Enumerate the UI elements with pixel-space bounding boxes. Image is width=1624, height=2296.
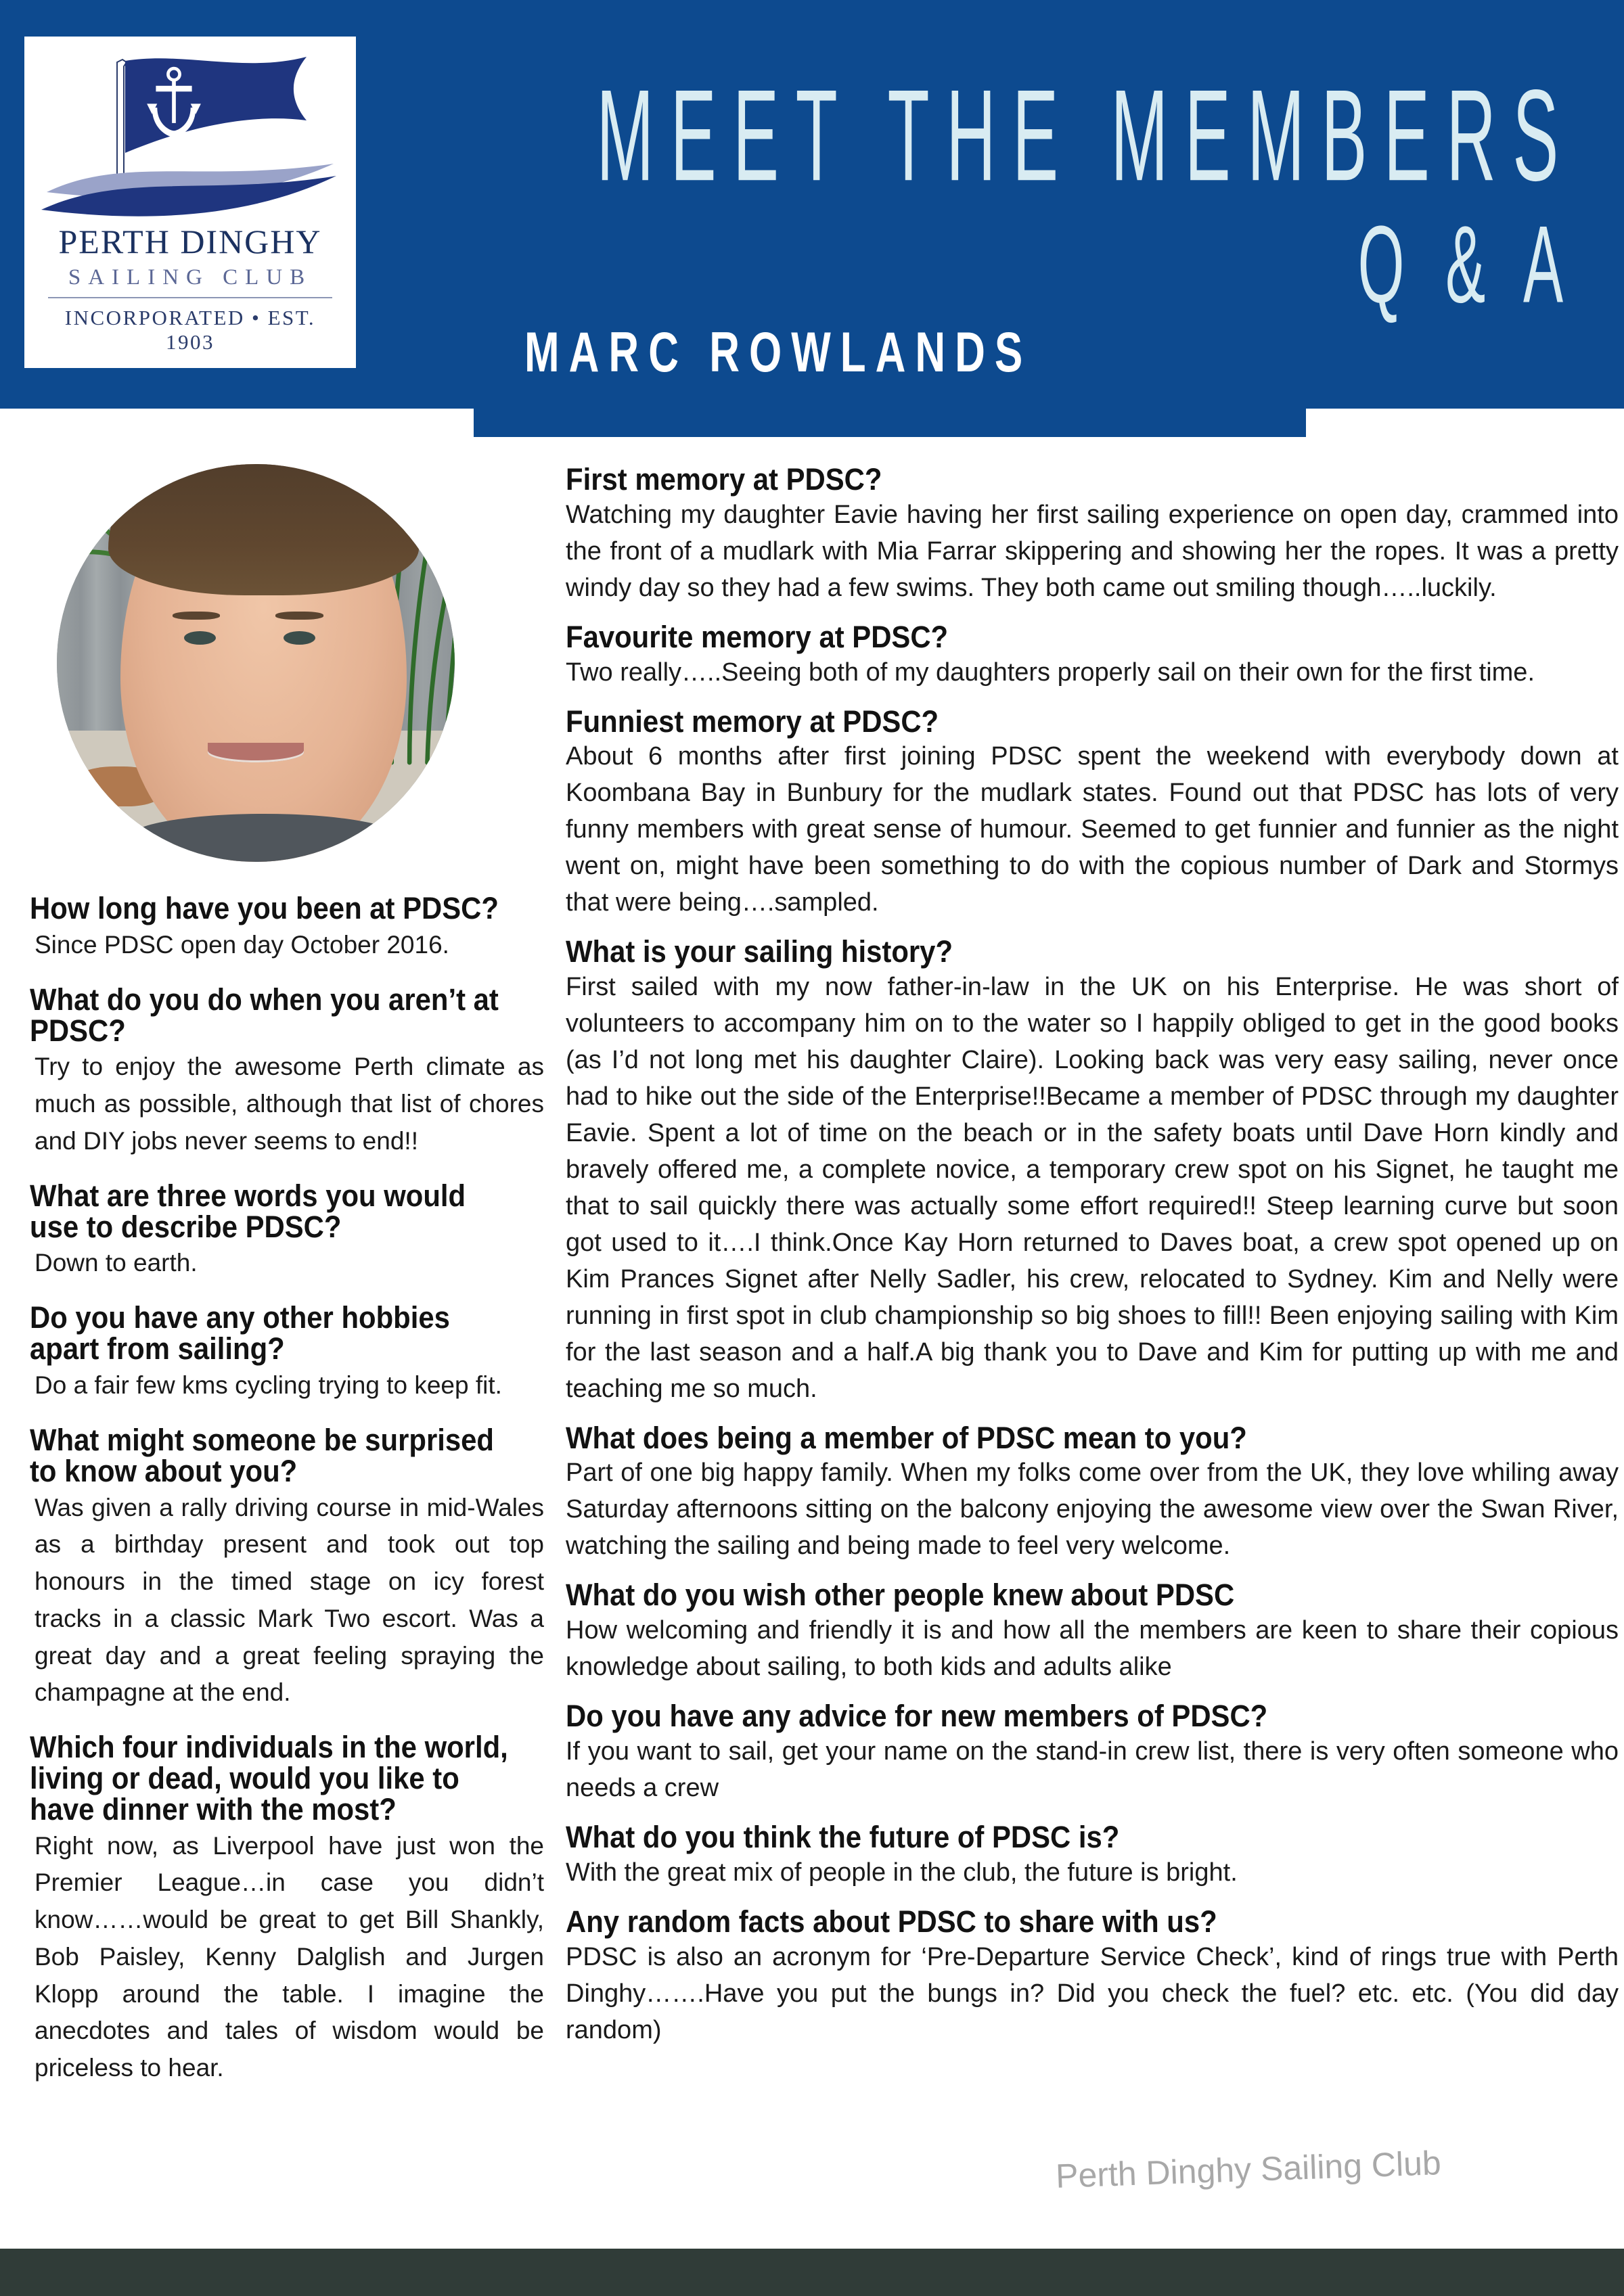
question-heading: What do you think the future of PDSC is? <box>566 1819 1120 1854</box>
answer-text: Two really…..Seeing both of my daughters properly sail on their own for the first time. <box>566 658 1535 687</box>
question-heading: How long have you been at PDSC? <box>30 891 499 925</box>
question-heading: First memory at PDSC? <box>566 462 882 497</box>
question-heading: What are three words you would use to describe PDSC? <box>30 1178 466 1244</box>
question-heading: What does being a member of PDSC mean to you? <box>566 1420 1247 1455</box>
answer-text: Was given a rally driving course in mid-Wales as a birthday present and took out top honours in the timed stage on icy forest tracks in a classic Mark Two escort. Was a great day and a great feeling spraying the champagne at the end. <box>35 1493 544 1707</box>
question-heading: What is your sailing history? <box>566 934 953 969</box>
page-title: MEET THE MEMBERS <box>596 64 1575 209</box>
logo-established: INCORPORATED • EST. 1903 <box>64 306 316 354</box>
qa-block <box>566 706 1619 922</box>
question-heading: Which four individuals in the world, living or dead, would you like to have dinner with the most? <box>30 1730 508 1827</box>
qa-block <box>30 1422 544 1712</box>
qa-block <box>566 1906 1619 2049</box>
member-name: MARC ROWLANDS <box>524 321 1033 384</box>
qa-block <box>566 1819 1619 1891</box>
page-footer-bar <box>0 2249 1624 2296</box>
answer-text: How welcoming and friendly it is and how all the members are keen to share their copious knowledge about sailing, to both kids and adults alike <box>566 1616 1619 1682</box>
club-logo <box>24 37 356 368</box>
answer-text: PDSC is also an acronym for ‘Pre-Departure Service Check’, kind of rings true with Perth Dinghy…….Have you put the bungs in? Did you check the fuel? etc. etc. (You did day random) <box>566 1942 1619 2044</box>
answer-text: Down to earth. <box>35 1249 198 1277</box>
answer-text: Watching my daughter Eavie having her first sailing experience on open day, crammed into the front of a mudlark with Mia Farrar skippering and showing her the ropes. It was a pretty windy day so they had a few swims. They both came out smiling though…..luckily. <box>566 500 1619 602</box>
member-portrait-photo <box>57 464 455 862</box>
qa-block <box>566 1580 1619 1686</box>
answer-text: With the great mix of people in the club, the future is bright. <box>566 1858 1238 1887</box>
logo-club-subtitle: SAILING CLUB <box>68 265 313 290</box>
qa-block <box>566 619 1619 691</box>
answer-text: Do a fair few kms cycling trying to keep fit. <box>35 1371 502 1399</box>
question-heading: Favourite memory at PDSC? <box>566 619 949 654</box>
page-subtitle: Q & A <box>1357 202 1575 325</box>
photo-eye-left <box>184 631 216 645</box>
question-heading: Do you have any other hobbies apart from sailing? <box>30 1300 450 1367</box>
question-heading: What do you wish other people knew about PDSC <box>566 1578 1235 1613</box>
left-qa-column <box>30 893 544 2107</box>
question-heading: Funniest memory at PDSC? <box>566 704 939 739</box>
question-heading: What might someone be surprised to know about you? <box>30 1422 494 1488</box>
watermark-text: Perth Dinghy Sailing Club <box>1055 2144 1442 2195</box>
answer-text: Since PDSC open day October 2016. <box>35 930 449 959</box>
question-heading: What do you do when you aren’t at PDSC? <box>30 982 499 1048</box>
logo-club-name: PERTH DINGHY <box>58 223 322 260</box>
burgee-flag-with-anchor-icon <box>41 50 339 223</box>
photo-eyebrow-right <box>275 612 323 620</box>
answer-text: If you want to sail, get your name on the stand-in crew list, there is very often someone who needs a crew <box>566 1737 1619 1802</box>
qa-block <box>566 1701 1619 1807</box>
photo-shirt <box>129 814 399 862</box>
answer-text: Part of one big happy family. When my folks come over from the UK, they love whiling away Saturday afternoons sitting on the balcony enjoying the awesome view over the Swan River, watching the sailing and being made to feel very welcome. <box>566 1459 1619 1561</box>
answer-text: First sailed with my now father-in-law in the UK on his Enterprise. He was short of volunteers to accompany him on to the water so I happily obliged to get in the good books (as I’d not long met his daughter Claire). Looking back was very easy sailing, never once had to hike out the side of the Enterprise!!Became a member of PDSC through my daughter Eavie. Spent a lot of time on the beach or in the safety boats until Dave Horn kindly and bravely offered me, a complete novice, a temporary crew spot on his Signet, he taught me that to sail quickly there was actually some effort required!! Steep learning curve but soon got used to it….I think.Once Kay Horn returned to Daves boat, a crew spot opened up on Kim Prances Signet after Nelly Sadler, his crew, relocated to Sydney. Kim and Nelly were running in first spot in club championship so big shoes to fill!! Been enjoying sailing with Kim for the last season and a half.A big thank you to Dave and Kim for putting up with me and teaching me so much. <box>566 973 1619 1403</box>
photo-smile <box>208 743 303 762</box>
question-heading: Any random facts about PDSC to share with us? <box>566 1904 1217 1939</box>
right-qa-column <box>566 464 1619 2064</box>
qa-block <box>30 893 544 964</box>
question-heading: Do you have any advice for new members of PDSC? <box>566 1699 1268 1734</box>
qa-block <box>566 936 1619 1407</box>
answer-text: Try to enjoy the awesome Perth climate as much as possible, although that list of chores and DIY jobs never seems to end!! <box>35 1053 544 1155</box>
qa-block <box>566 1420 1619 1565</box>
answer-text: Right now, as Liverpool have just won the Premier League…in case you didn’t know……would be great to get Bill Shankly, Bob Paisley, Kenny Dalglish and Jurgen Klopp around the table. I imagine the anecdotes and tales of wisdom would be priceless to hear. <box>35 1831 544 2082</box>
logo-divider <box>48 297 332 298</box>
photo-eyebrow-left <box>173 612 221 620</box>
qa-block <box>30 1732 544 2087</box>
qa-block <box>30 1302 544 1404</box>
qa-block <box>566 464 1619 607</box>
qa-block <box>30 984 544 1160</box>
header-tab-extension <box>474 409 1306 437</box>
photo-hair <box>108 464 419 595</box>
answer-text: About 6 months after first joining PDSC spent the weekend with everybody down at Koombana Bay in Bunbury for the mudlark states. Found out that PDSC has lots of very funny members with great sense of humour. Seemed to get funnier and funnier as the night went on, might have been something to do with the copious number of Dark and Stormys that were being….sampled. <box>566 742 1619 917</box>
photo-eye-right <box>284 631 315 645</box>
qa-block <box>30 1180 544 1283</box>
